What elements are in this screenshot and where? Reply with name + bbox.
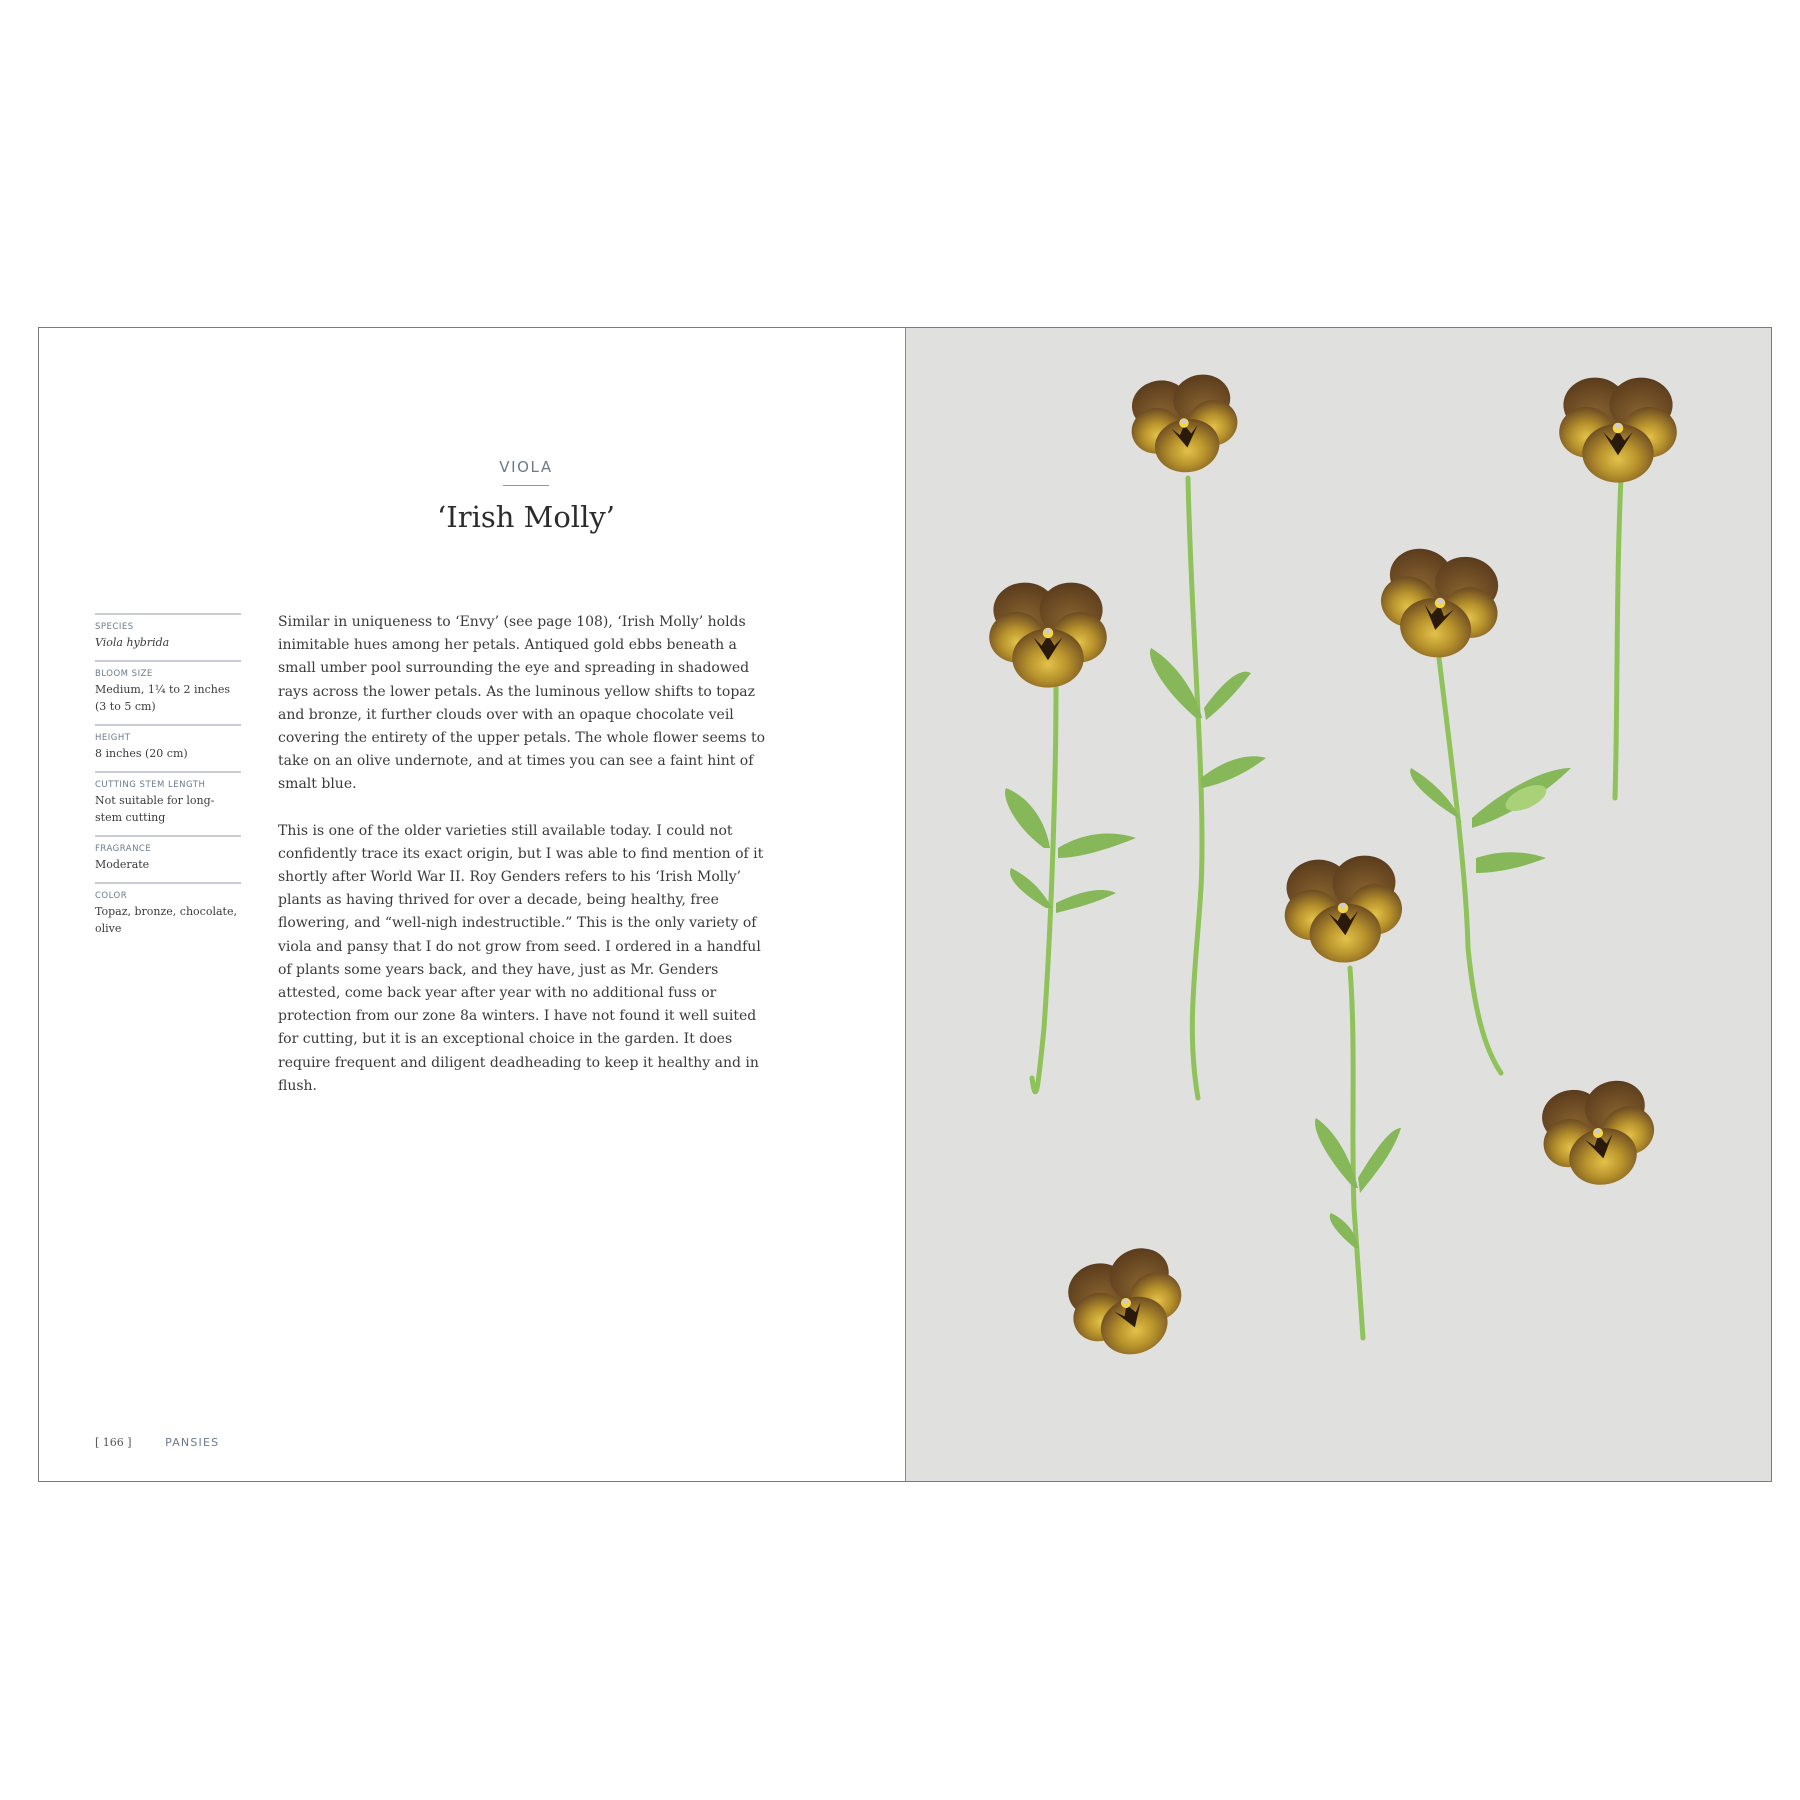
title-rule [503, 485, 549, 486]
fact-value: Not suitable for long-stem cutting [95, 794, 215, 824]
facts-sidebar [95, 613, 241, 946]
genus-label: VIOLA [499, 458, 553, 476]
fact-cutting-stem-length [95, 771, 241, 826]
left-page [39, 328, 905, 1481]
page-footer [95, 1436, 219, 1449]
fact-label: FRAGRANCE [95, 844, 152, 854]
page-title: ‘Irish Molly’ [437, 500, 615, 534]
fact-color [95, 882, 241, 937]
fact-fragrance [95, 835, 241, 873]
fact-label: SPECIES [95, 622, 134, 632]
page-number: [ 166 ] [95, 1436, 132, 1449]
pansy-photo [906, 328, 1771, 1481]
fact-label: CUTTING STEM LENGTH [95, 780, 206, 790]
fact-label: COLOR [95, 891, 128, 901]
leaves [1005, 648, 1571, 1248]
fact-species [95, 613, 241, 651]
fact-bloom-size [95, 660, 241, 715]
fact-value: Medium, 1¼ to 2 inches (3 to 5 cm) [95, 683, 231, 713]
fact-height [95, 724, 241, 762]
fact-value: Topaz, bronze, chocolate, olive [95, 905, 237, 935]
fact-value: 8 inches (20 cm) [95, 747, 188, 760]
fact-value: Viola hybrida [95, 636, 170, 649]
body-paragraph: Similar in uniqueness to ‘Envy’ (see page 108), ‘Irish Molly’ holds inimitable hues among her petals. Antiqued gold ebbs beneath a small umber pool surrounding the eye and spreading in shadowed rays across the lower petals. As the luminous yellow shifts to topaz and bronze, it further clouds over with an opaque chocolate veil covering the entirety of the upper petals. The whole flower seems to take on an olive undernote, and at times you can see a faint hint of smalt blue. [278, 614, 766, 793]
book-spread [38, 327, 1772, 1482]
photo-page [905, 328, 1771, 1481]
fact-label: BLOOM SIZE [95, 669, 153, 679]
body-paragraph: This is one of the older varieties still available today. I could not confidently trace its exact origin, but I was able to find mention of it shortly after World War II. Roy Genders refers to his ‘Irish Molly’ plants as having thrived for over a decade, being healthy, free flowering, and “well-nigh indestructible.” This is the only variety of viola and pansy that I do not grow from seed. I ordered in a handful of plants some years back, and they have, just as Mr. Genders attested, come back year after year with no additional fuss or protection from our zone 8a winters. I have not found it well suited for cutting, but it is an exceptional choice in the garden. It does require frequent and diligent deadheading to keep it healthy and in flush. [278, 822, 764, 1094]
fact-value: Moderate [95, 858, 150, 871]
section-name: PANSIES [165, 1436, 220, 1449]
fact-label: HEIGHT [95, 733, 131, 743]
body-text [278, 611, 778, 1121]
